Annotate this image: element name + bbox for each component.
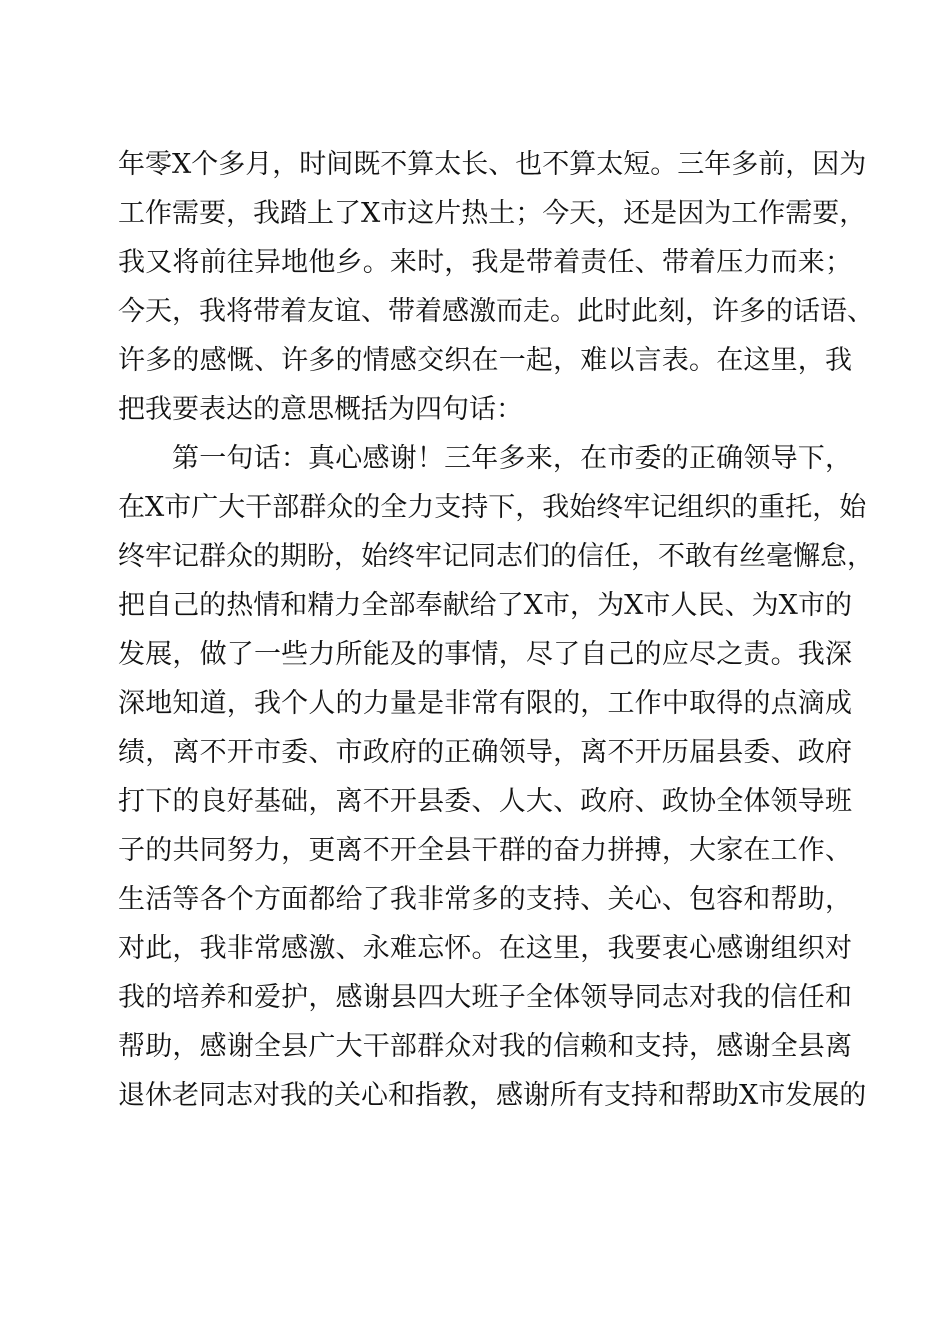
text-line: 子的共同努力，更离不开全县干群的奋力拼搏，大家在工作、 [118, 835, 852, 866]
text-line: 年零X个多月，时间既不算太长、也不算太短。三年多前，因为 [118, 149, 867, 180]
text-line: 终牢记群众的期盼，始终牢记同志们的信任，不敢有丝毫懈怠， [118, 541, 874, 572]
paragraph-heading-line: 第一句话：真心感谢！三年多来，在市委的正确领导下， [172, 443, 852, 474]
text-line: 把自己的热情和精力全部奉献给了X市，为X市人民、为X市的 [118, 590, 852, 621]
text-line: 退休老同志对我的关心和指教，感谢所有支持和帮助X市发展的 [118, 1080, 867, 1111]
text-line: 生活等各个方面都给了我非常多的支持、关心、包容和帮助， [118, 884, 852, 915]
text-line: 深地知道，我个人的力量是非常有限的，工作中取得的点滴成 [118, 688, 852, 719]
body-text [118, 140, 874, 1120]
text-line: 打下的良好基础，离不开县委、人大、政府、政协全体领导班 [118, 786, 852, 817]
text-line: 在X市广大干部群众的全力支持下，我始终牢记组织的重托，始 [118, 492, 867, 523]
text-line: 许多的感慨、许多的情感交织在一起，难以言表。在这里，我 [118, 345, 852, 376]
text-line: 我的培养和爱护，感谢县四大班子全体领导同志对我的信任和 [118, 982, 852, 1013]
text-line: 帮助，感谢全县广大干部群众对我的信赖和支持，感谢全县离 [118, 1031, 852, 1062]
text-line: 对此，我非常感激、永难忘怀。在这里，我要衷心感谢组织对 [118, 933, 852, 964]
text-line: 绩，离不开市委、市政府的正确领导，离不开历届县委、政府 [118, 737, 852, 768]
text-line: 发展，做了一些力所能及的事情，尽了自己的应尽之责。我深 [118, 639, 852, 670]
text-line: 工作需要，我踏上了X市这片热土；今天，还是因为工作需要， [118, 198, 867, 229]
text-line: 今天，我将带着友谊、带着感激而走。此时此刻，许多的话语、 [118, 296, 874, 327]
text-line: 我又将前往异地他乡。来时，我是带着责任、带着压力而来； [118, 247, 852, 278]
text-line: 把我要表达的意思概括为四句话： [118, 394, 523, 425]
